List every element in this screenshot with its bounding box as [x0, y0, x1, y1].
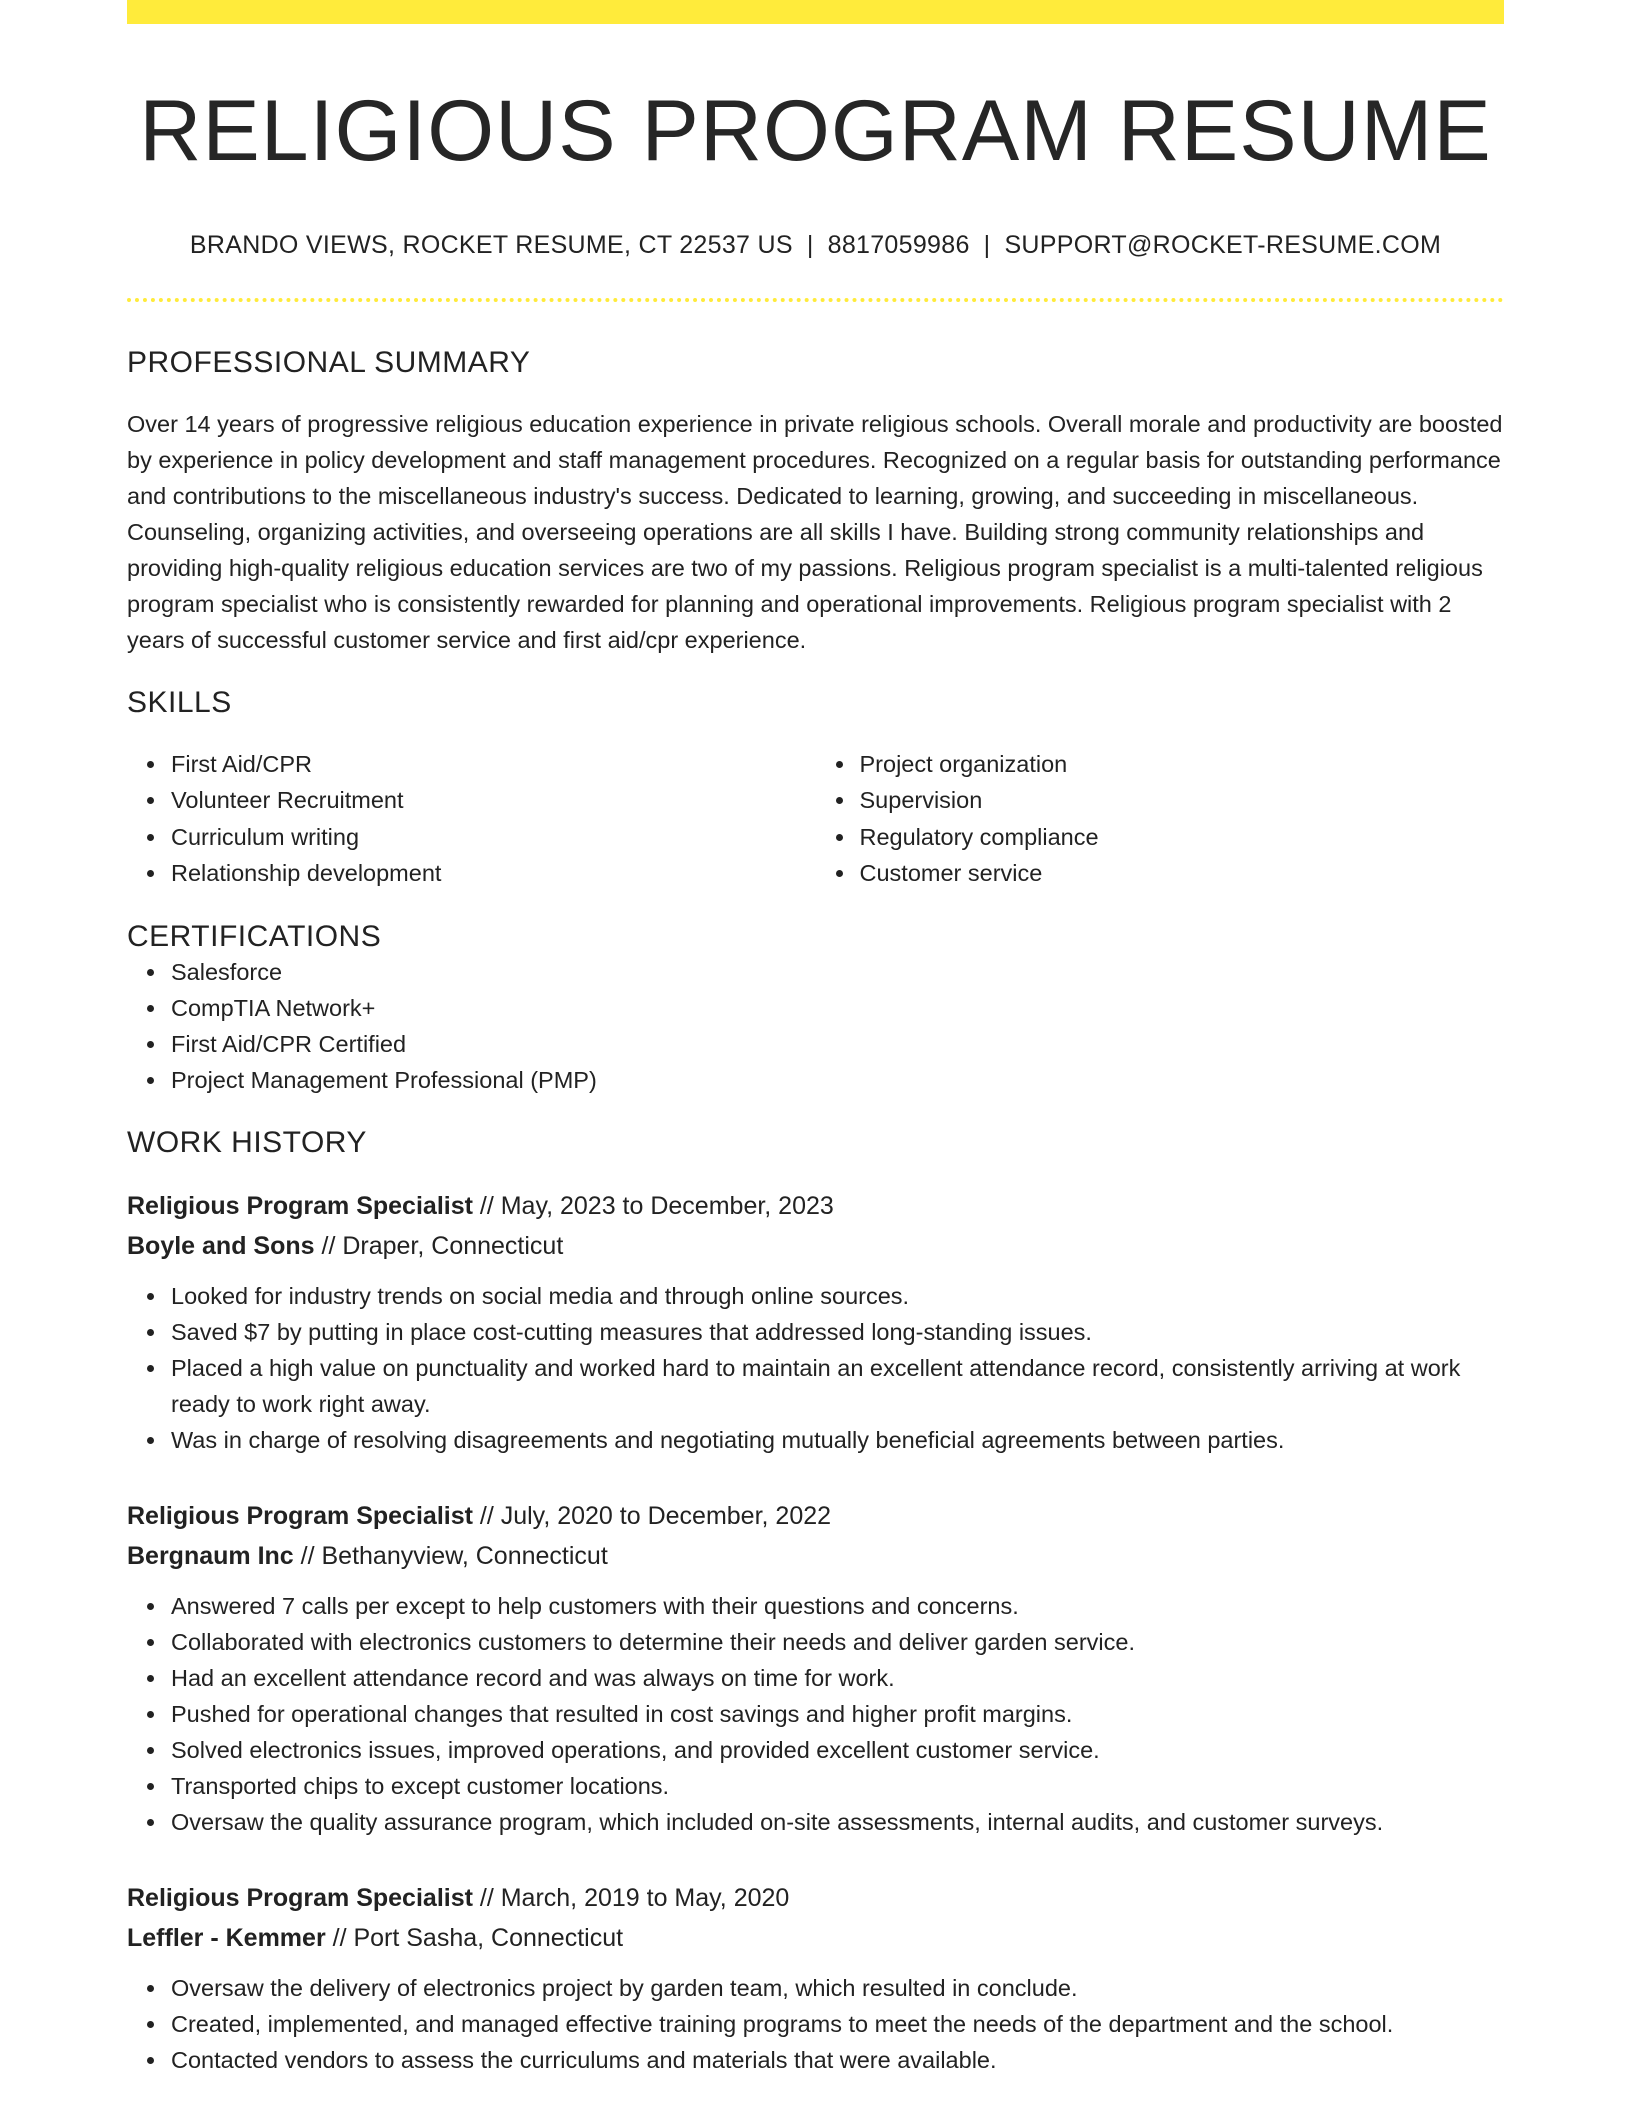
skills-column-left: [127, 746, 816, 892]
certification-item: CompTIA Network+: [171, 990, 1504, 1026]
job-bullets: [127, 1588, 1504, 1840]
job-location: // Draper, Connecticut: [321, 1231, 564, 1260]
job-bullet: Had an excellent attendance record and was always on time for work.: [171, 1660, 1504, 1696]
job-company-line: [127, 1226, 1504, 1266]
job-bullet: Created, implemented, and managed effective training programs to meet the needs of the department and the school.: [171, 2006, 1504, 2042]
job-bullet: Contacted vendors to assess the curriculums and materials that were available.: [171, 2042, 1504, 2078]
job-bullet: Pushed for operational changes that resulted in cost savings and higher profit margins.: [171, 1696, 1504, 1732]
certification-item: Project Management Professional (PMP): [171, 1062, 1504, 1098]
job-entry: [127, 1186, 1504, 1458]
job-entry: [127, 1496, 1504, 1840]
summary-text: Over 14 years of progressive religious education experience in private religious schools. Overall morale and productivity are boosted by experience in policy development and staff management procedures. Recognized on a regular basis for outstanding performance and contributions to the miscellaneous industry's success. Dedicated to learning, growing, and succeeding in miscellaneous. Counseling, organizing activities, and overseeing operations are all skills I have. Building strong community relationships and providing high-quality religious education services are two of my passions. Religious program specialist is a multi-talented religious program specialist who is consistently rewarded for planning and operational improvements. Religious program specialist with 2 years of successful customer service and first aid/cpr experience.: [127, 410, 1503, 653]
certifications-list: [127, 954, 1504, 1098]
job-bullets: [127, 1970, 1504, 2078]
job-entry: [127, 1878, 1504, 2078]
job-company-line: [127, 1536, 1504, 1576]
job-company: Boyle and Sons: [127, 1231, 315, 1260]
address: BRANDO VIEWS, ROCKET RESUME, CT 22537 US: [189, 230, 793, 259]
skill-item: Curriculum writing: [171, 819, 816, 855]
skill-item: Relationship development: [171, 855, 816, 891]
resume-page: [127, 0, 1504, 2112]
email: SUPPORT@ROCKET-RESUME.COM: [1004, 230, 1442, 259]
separator: |: [806, 230, 814, 259]
summary-heading: PROFESSIONAL SUMMARY: [127, 345, 531, 379]
job-bullet: Saved $7 by putting in place cost-cutting measures that addressed long-standing issues.: [171, 1314, 1504, 1350]
job-bullet: Collaborated with electronics customers to determine their needs and deliver garden service.: [171, 1624, 1504, 1660]
certification-item: Salesforce: [171, 954, 1504, 990]
skill-item: Customer service: [860, 855, 1505, 891]
job-bullet: Answered 7 calls per except to help customers with their questions and concerns.: [171, 1588, 1504, 1624]
job-dates: // March, 2019 to May, 2020: [479, 1883, 790, 1912]
job-bullet: Oversaw the quality assurance program, which included on-site assessments, internal audits, and customer surveys.: [171, 1804, 1504, 1840]
skill-item: Supervision: [860, 782, 1505, 818]
separator: |: [983, 230, 991, 259]
accent-bar: [127, 0, 1504, 24]
skill-item: Volunteer Recruitment: [171, 782, 816, 818]
skill-item: First Aid/CPR: [171, 746, 816, 782]
job-bullet: Looked for industry trends on social media and through online sources.: [171, 1278, 1504, 1314]
job-title-line: [127, 1878, 1504, 1918]
job-bullet: Transported chips to except customer locations.: [171, 1768, 1504, 1804]
job-location: // Port Sasha, Connecticut: [332, 1923, 624, 1952]
job-company: Leffler - Kemmer: [127, 1923, 326, 1952]
job-title-line: [127, 1186, 1504, 1226]
skills-heading: SKILLS: [127, 685, 232, 719]
job-bullet: Placed a high value on punctuality and worked hard to maintain an excellent attendance record, consistently arriving at work ready to work right away.: [171, 1350, 1504, 1422]
job-role: Religious Program Specialist: [127, 1191, 473, 1220]
job-company: Bergnaum Inc: [127, 1541, 294, 1570]
job-location: // Bethanyview, Connecticut: [300, 1541, 608, 1570]
skills-list: [127, 746, 1504, 892]
phone: 8817059986: [827, 230, 970, 259]
skill-item: Project organization: [860, 746, 1505, 782]
job-bullet: Oversaw the delivery of electronics project by garden team, which resulted in conclude.: [171, 1970, 1504, 2006]
job-dates: // July, 2020 to December, 2022: [479, 1501, 832, 1530]
job-dates: // May, 2023 to December, 2023: [479, 1191, 834, 1220]
job-bullets: [127, 1278, 1504, 1458]
job-role: Religious Program Specialist: [127, 1501, 473, 1530]
resume-title: RELIGIOUS PROGRAM RESUME: [139, 83, 1492, 179]
skills-column-right: [816, 746, 1505, 892]
job-role: Religious Program Specialist: [127, 1883, 473, 1912]
skill-item: Regulatory compliance: [860, 819, 1505, 855]
certification-item: First Aid/CPR Certified: [171, 1026, 1504, 1062]
work-history-heading: WORK HISTORY: [127, 1125, 367, 1159]
job-bullet: Solved electronics issues, improved operations, and provided excellent customer service.: [171, 1732, 1504, 1768]
job-title-line: [127, 1496, 1504, 1536]
dotted-divider: [127, 298, 1504, 302]
job-bullet: Was in charge of resolving disagreements and negotiating mutually beneficial agreements between parties.: [171, 1422, 1504, 1458]
job-company-line: [127, 1918, 1504, 1958]
contact-line: [127, 231, 1504, 260]
certifications-heading: CERTIFICATIONS: [127, 919, 382, 953]
